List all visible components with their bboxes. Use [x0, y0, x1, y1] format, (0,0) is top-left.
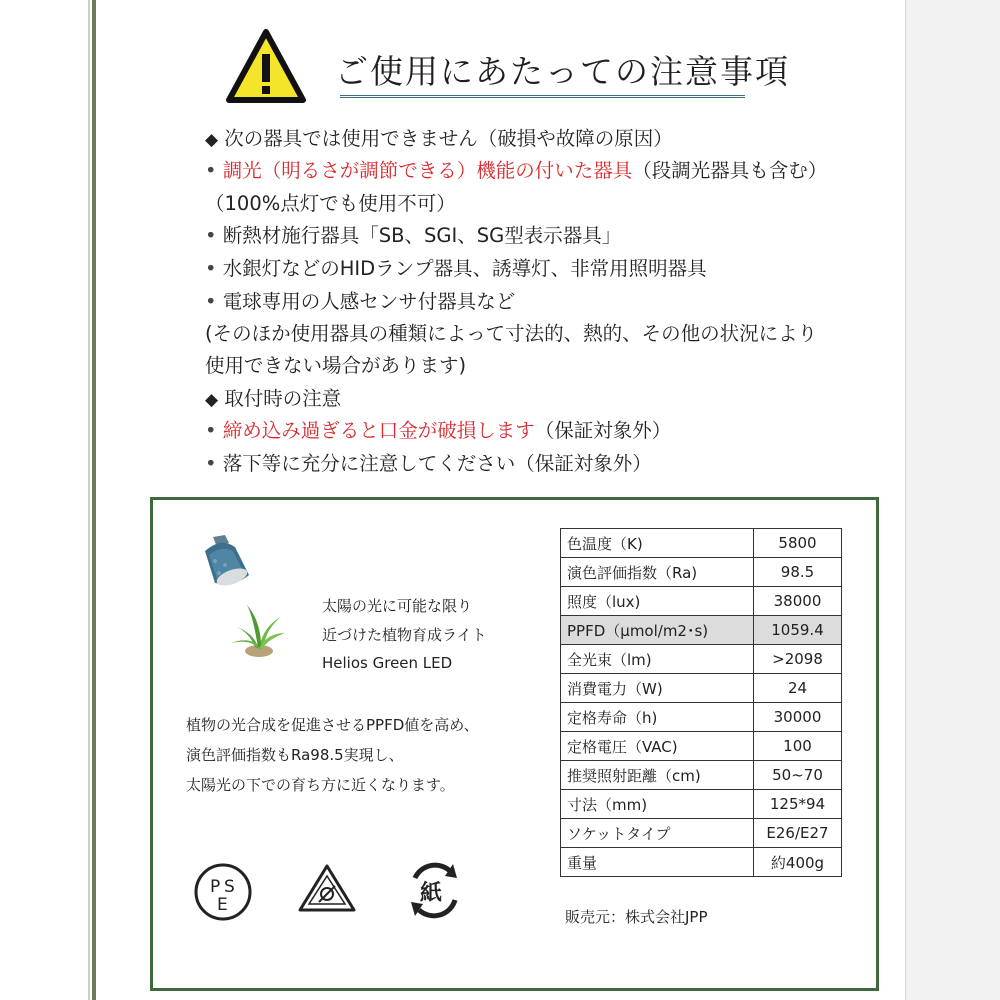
notice-item-sensor: • 電球専用の人感センサ付器具など	[205, 290, 516, 313]
product-name: Helios Green LED	[322, 654, 453, 672]
notice-item-insulation: • 断熱材施行器具「SB、SGI、SG型表示器具」	[205, 224, 622, 247]
plant-icon	[225, 597, 291, 663]
paper-recycle-mark-icon	[403, 860, 465, 920]
bullet-icon: •	[205, 257, 217, 280]
notice-item-dimming: • 調光（明るさが調節できる）機能の付いた器具（段調光器具も含む）	[205, 159, 828, 182]
double-insulation-mark-icon	[297, 862, 357, 914]
bullet-icon: •	[205, 224, 217, 247]
notice-item-drop: • 落下等に充分に注意してください（保証対象外）	[205, 452, 652, 475]
spec-label: 照度（lux)	[561, 587, 754, 616]
diamond-bullet-icon: ◆	[205, 390, 219, 410]
spec-value: 約400g	[754, 848, 842, 877]
spec-value: 30000	[754, 703, 842, 732]
spec-value: 5800	[754, 529, 842, 558]
spec-value: 1059.4	[754, 616, 842, 645]
spec-label: PPFD（μmol/m2･s)	[561, 616, 754, 645]
svg-text:P: P	[210, 877, 221, 897]
product-desc-1: 植物の光合成を促進させるPPFD値を高め、	[186, 716, 479, 734]
notice-item-hid: • 水銀灯などのHIDランプ器具、誘導灯、非常用照明器具	[205, 257, 707, 280]
spec-value: >2098	[754, 645, 842, 674]
spec-row	[561, 790, 842, 819]
spec-row	[561, 558, 842, 587]
spec-value: 98.5	[754, 558, 842, 587]
svg-text:S: S	[224, 877, 235, 897]
box-edge-right	[905, 0, 1000, 1000]
spec-label: 色温度（K)	[561, 529, 754, 558]
title-underline	[340, 95, 745, 98]
product-desc-3: 太陽光の下での育ち方に近くなります。	[186, 776, 455, 794]
spec-row	[561, 703, 842, 732]
spec-label: 全光束（lm)	[561, 645, 754, 674]
notice-note-line-1: (そのほか使用器具の種類によって寸法的、熱的、その他の状況により	[205, 322, 818, 345]
background-left	[0, 0, 88, 1000]
spec-value: 100	[754, 732, 842, 761]
led-lamp-icon	[195, 533, 255, 589]
spec-label: 寸法（mm)	[561, 790, 754, 819]
diamond-bullet-icon: ◆	[205, 130, 219, 150]
spec-label: ソケットタイプ	[561, 819, 754, 848]
product-desc-2: 演色評価指数もRa98.5実現し、	[186, 746, 404, 764]
bullet-icon: •	[205, 159, 217, 182]
bullet-icon: •	[205, 452, 217, 475]
seller-info: 販売元：株式会社JPP	[565, 908, 708, 926]
spec-label: 消費電力（W)	[561, 674, 754, 703]
pse-mark-icon	[193, 862, 253, 922]
spec-value: 24	[754, 674, 842, 703]
spec-value: E26/E27	[754, 819, 842, 848]
spec-value: 50~70	[754, 761, 842, 790]
svg-text:E: E	[217, 895, 228, 915]
notice-heading-install: ◆ 取付時の注意	[205, 387, 342, 410]
spec-label: 定格電圧（VAC)	[561, 732, 754, 761]
spec-row	[561, 587, 842, 616]
spec-row-highlighted	[561, 616, 842, 645]
spec-label: 推奨照射距離（cm)	[561, 761, 754, 790]
bullet-icon: •	[205, 419, 217, 442]
box-edge-highlight	[88, 0, 90, 1000]
spec-row	[561, 819, 842, 848]
spec-row	[561, 674, 842, 703]
notice-dimming-note: （100%点灯でも使用不可）	[205, 192, 456, 215]
box-edge-left	[92, 0, 96, 1000]
spec-value: 38000	[754, 587, 842, 616]
spec-value: 125*94	[754, 790, 842, 819]
bullet-icon: •	[205, 290, 217, 313]
spec-table	[560, 528, 842, 877]
warning-triangle-icon	[225, 28, 307, 104]
notice-item-tighten: • 締め込み過ぎると口金が破損します（保証対象外）	[205, 419, 672, 442]
spec-row	[561, 645, 842, 674]
spec-row	[561, 848, 842, 877]
paper-mark-label: 紙	[420, 881, 443, 906]
product-tagline-1: 太陽の光に可能な限り	[322, 597, 473, 615]
notice-heading-usage: ◆ 次の器具では使用できません（破損や故障の原因）	[205, 127, 673, 150]
spec-label: 定格寿命（h)	[561, 703, 754, 732]
spec-row	[561, 529, 842, 558]
spec-label: 重量	[561, 848, 754, 877]
notice-note-line-2: 使用できない場合があります)	[205, 354, 467, 377]
product-tagline-2: 近づけた植物育成ライト	[322, 626, 487, 644]
page-title: ご使用にあたっての注意事項	[335, 52, 790, 91]
spec-row	[561, 732, 842, 761]
spec-label: 演色評価指数（Ra)	[561, 558, 754, 587]
spec-row	[561, 761, 842, 790]
